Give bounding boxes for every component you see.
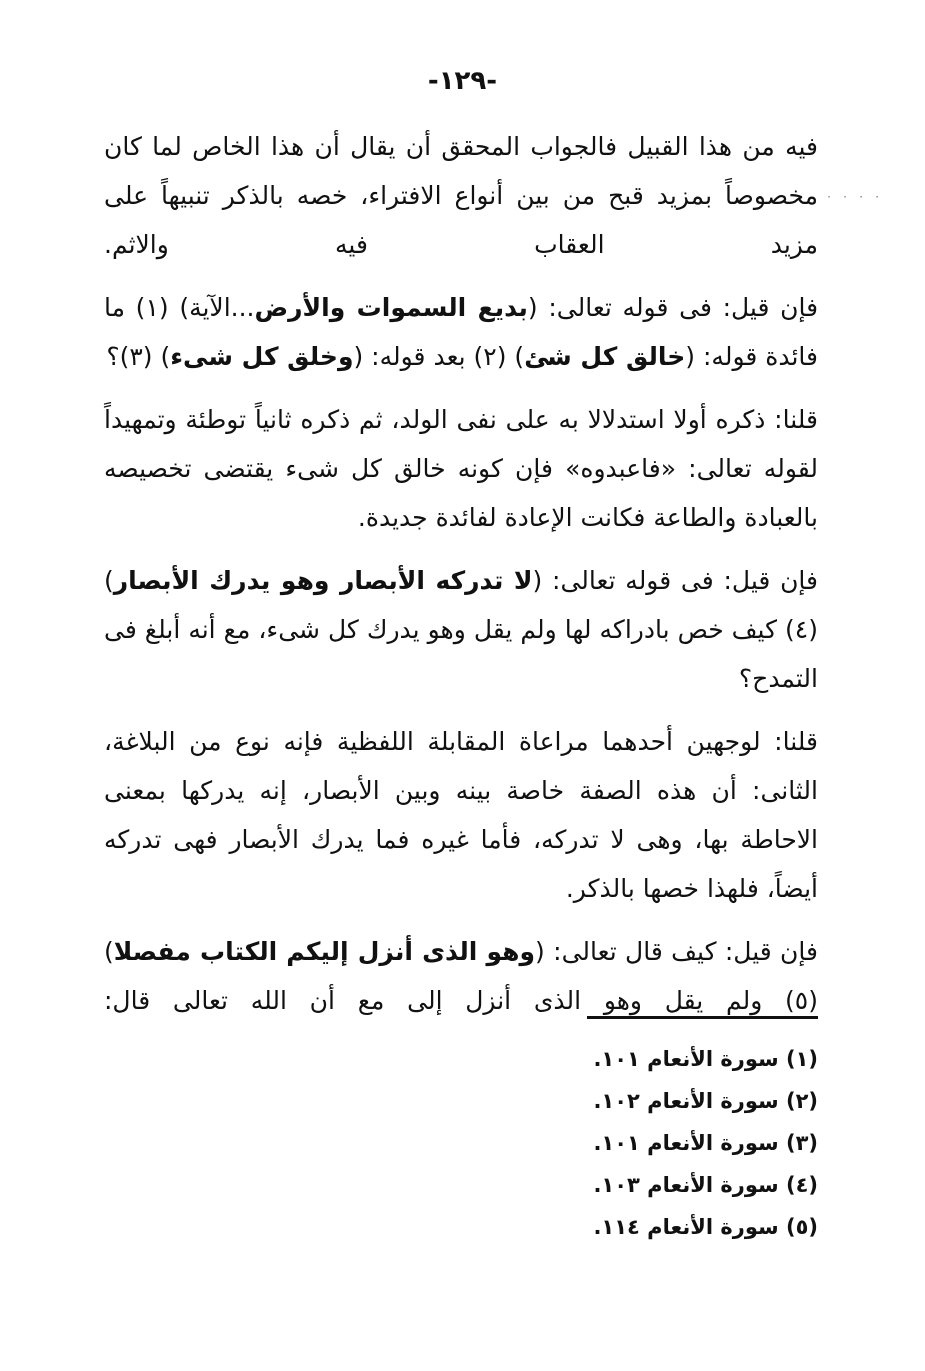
text-segment: قلنا: لوجهين أحدهما مراعاة المقابلة اللفظية فإنه نوع من البلاغة، الثانى: أن هذه الصفة خاصة بينه وبين الأبصار، إنه يدركها بمعنى الاحاطة بها، وهى لا تدركه، فأما غيره فما يدرك الأبصار فهى تدركه أيضاً، فلهذا خصها بالذكر. <box>104 727 818 903</box>
quranic-quote: وهو الذى أنزل إليكم الكتاب مفصلا <box>113 937 536 966</box>
text-segment: فإن قيل: كيف قال تعالى: ( <box>535 937 818 966</box>
text-segment: ) (٤) كيف خص بادراكه لها ولم يقل وهو يدرك كل شىء، مع أنه أبلغ فى التمدح؟ <box>104 566 818 693</box>
footnote-item: (٤) سورة الأنعام ١٠٣. <box>593 1173 818 1197</box>
footnote-item: (٣) سورة الأنعام ١٠١. <box>593 1131 818 1155</box>
text-segment: ) (٢) بعد قوله: ( <box>353 342 525 371</box>
quranic-quote: وخلق كل شىء <box>170 342 354 371</box>
text-segment: ) (٣)؟ <box>106 342 171 371</box>
quranic-quote: خالق كل شئ <box>524 342 686 371</box>
main-text <box>104 122 818 1039</box>
quranic-quote: بديع السموات والأرض <box>254 293 528 322</box>
footnote-item: (١) سورة الأنعام ١٠١. <box>593 1047 818 1071</box>
text-segment: قلنا: ذكره أولا استدلالا به على نفى الولد، ثم ذكره ثانياً توطئة وتمهيداً لقوله تعالى: «فاعبدوه» فإن كونه خالق كل شىء يقتضى تخصيصه بالعبادة والطاعة فكانت الإعادة لفائدة جديدة. <box>104 405 818 532</box>
quranic-quote: لا تدركه الأبصار وهو يدرك الأبصار <box>113 566 533 595</box>
paragraph <box>104 122 818 269</box>
footnotes <box>420 1038 818 1248</box>
page-number: -١٢٩- <box>427 66 498 96</box>
paragraph <box>104 927 818 1025</box>
scan-noise-mark: · · · · <box>826 192 883 203</box>
paragraph <box>104 556 818 703</box>
text-segment: فإن قيل: فى قوله تعالى: ( <box>527 293 819 322</box>
text-segment: فإن قيل: فى قوله تعالى: ( <box>532 566 818 595</box>
paragraph <box>104 717 818 913</box>
text-segment: فيه من هذا القبيل فالجواب المحقق أن يقال أن هذا الخاص لما كان مخصوصاً بمزيد قبح من بين أنواع الافتراء، خصه بالذكر تنبيهاً على مزيد العقاب فيه والاثم. <box>104 132 818 259</box>
footnote-divider <box>587 1016 818 1019</box>
text-segment: ) (٥) ولم يقل وهو الذى أنزل إلى مع أن الله تعالى قال: <box>104 937 818 1015</box>
paragraph <box>104 395 818 542</box>
footnote-item: (٥) سورة الأنعام ١١٤. <box>593 1215 818 1239</box>
footnote-item: (٢) سورة الأنعام ١٠٢. <box>593 1089 818 1113</box>
paragraph <box>104 283 818 381</box>
text-segment: ...الآية) (١) ما فائدة قوله: ( <box>104 293 818 371</box>
